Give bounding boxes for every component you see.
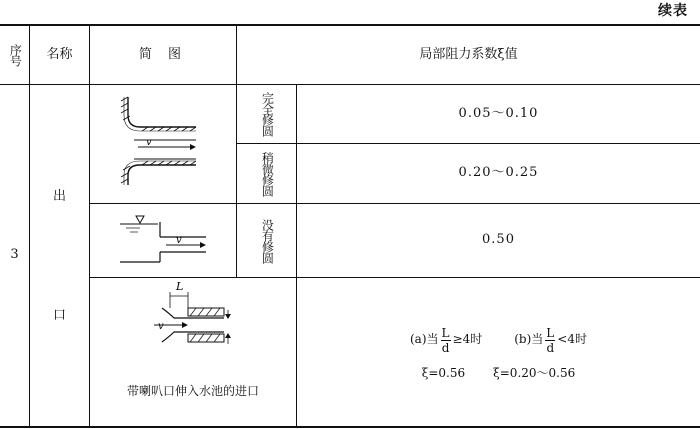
col-divider-1 bbox=[29, 24, 30, 428]
header-index: 序号 bbox=[8, 44, 23, 66]
velocity-label-1: v bbox=[146, 137, 152, 148]
value-no-round: 0.50 bbox=[482, 232, 515, 248]
velocity-label-3: v bbox=[158, 321, 164, 332]
result-a: ξ=0.56 bbox=[421, 366, 466, 381]
formula-results bbox=[297, 362, 700, 386]
header-coefficient: 局部阻力系数ξ值 bbox=[419, 46, 518, 62]
case-b-denominator: d bbox=[546, 340, 555, 355]
header-name: 名称 bbox=[46, 46, 73, 62]
velocity-label-2: v bbox=[176, 235, 182, 246]
condition-no-round: 没有修圆 bbox=[260, 218, 275, 263]
sketch-bellmouth-inlet bbox=[90, 278, 296, 368]
case-a-prefix: (a)当 bbox=[410, 332, 439, 347]
result-b: ξ=0.20～0.56 bbox=[493, 366, 576, 381]
case-a-relation: ≥4时 bbox=[452, 332, 483, 347]
condition-full-round: 完全修圆 bbox=[260, 92, 275, 136]
header-sketch: 简 图 bbox=[138, 46, 188, 62]
continued-label: 续表 bbox=[658, 3, 688, 19]
case-b-fraction bbox=[545, 327, 555, 354]
row-index: 3 bbox=[10, 247, 19, 263]
case-a-fraction bbox=[441, 327, 451, 354]
condition-slight-round: 稍微修圆 bbox=[260, 151, 275, 196]
sketch-caption: 带喇叭口伸入水池的进口 bbox=[126, 384, 259, 399]
length-label: L bbox=[176, 280, 184, 293]
row-name-bottom: 口 bbox=[52, 307, 66, 323]
case-b-prefix: (b)当 bbox=[514, 332, 544, 347]
case-a-denominator: d bbox=[441, 340, 450, 355]
row-name-top: 出 bbox=[52, 188, 66, 204]
case-b-numerator: L bbox=[546, 325, 555, 340]
case-b-relation: <4时 bbox=[557, 332, 587, 347]
value-full-round: 0.05～0.10 bbox=[458, 105, 539, 121]
sketch-sharp-outlet bbox=[90, 204, 236, 277]
case-a-numerator: L bbox=[441, 325, 450, 340]
formula-conditions bbox=[297, 320, 700, 360]
table-bottom-border bbox=[0, 426, 700, 428]
sketch-rounded-outlet bbox=[90, 85, 236, 203]
value-slight-round: 0.20～0.25 bbox=[458, 165, 539, 181]
